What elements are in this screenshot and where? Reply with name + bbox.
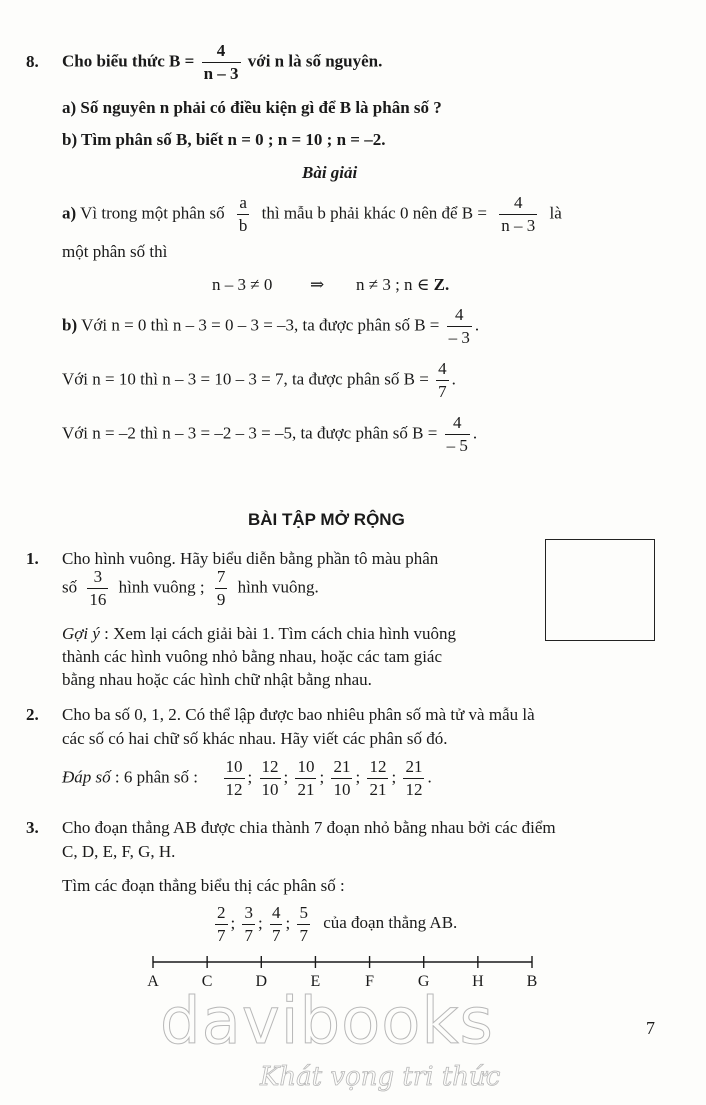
watermark-slogan: Khát vọng tri thức xyxy=(260,1062,501,1092)
section-title: BÀI TẬP MỞ RỘNG xyxy=(248,510,405,529)
solution-b-case2 xyxy=(62,360,456,401)
ex1-hint-line3: bằng nhau hoặc các hình chữ nhật bằng nhau. xyxy=(62,670,372,689)
period: . xyxy=(472,423,478,443)
ex2-answer xyxy=(62,758,432,799)
fraction-4-over-n-3 xyxy=(499,194,537,235)
case2-fraction xyxy=(436,360,449,401)
ex3-fraction xyxy=(215,904,228,945)
fraction-denominator: 7 xyxy=(438,381,447,401)
ex3-tail: của đoạn thẳng AB. xyxy=(323,913,458,933)
ex1-line1: Cho hình vuông. Hãy biểu diễn bằng phần tô màu phân xyxy=(62,549,439,568)
fraction-denominator: – 3 xyxy=(448,327,470,347)
fraction-denominator: n – 3 xyxy=(501,215,536,235)
fraction-denominator: 12 xyxy=(225,779,243,799)
fraction-denominator: n – 3 xyxy=(203,63,239,83)
ex2-fraction xyxy=(260,758,281,799)
implies-icon: ⇒ xyxy=(310,275,325,294)
separator: ; xyxy=(391,767,397,787)
fraction-numerator: 4 xyxy=(452,413,462,432)
fraction-numerator: 3 xyxy=(244,903,253,922)
ex1-number: 1. xyxy=(26,549,39,568)
ex1-text-c: hình vuông. xyxy=(237,577,319,597)
solution-a-text3: là xyxy=(549,203,562,223)
ex3-fraction xyxy=(270,904,283,945)
ex1-fraction-3-16 xyxy=(87,568,108,609)
fraction-numerator: 4 xyxy=(216,41,226,60)
fraction-denominator: 9 xyxy=(216,589,226,609)
fraction-numerator: 12 xyxy=(369,757,387,776)
case3-text: Với n = –2 thì n – 3 = –2 – 3 = –5, ta được phân số B = xyxy=(62,423,438,443)
separator: ; xyxy=(257,913,263,933)
ex3-line2: C, D, E, F, G, H. xyxy=(62,842,176,861)
page-number: 7 xyxy=(646,1018,655,1038)
condition-right-text: n ≠ 3 ; n ∈ xyxy=(356,275,430,294)
fraction-numerator: 21 xyxy=(405,757,423,776)
ex2-fraction xyxy=(367,758,388,799)
solution-b-label: b) xyxy=(62,315,78,335)
ex2-fraction xyxy=(295,758,316,799)
period: . xyxy=(474,315,480,335)
fraction-a-over-b xyxy=(237,194,250,235)
watermark-brand: davibooks xyxy=(160,985,494,1059)
separator: ; xyxy=(355,767,361,787)
point-label-b: B xyxy=(526,973,538,990)
fraction-numerator: 4 xyxy=(271,903,281,922)
fraction-denominator: – 5 xyxy=(446,435,468,455)
ex1-line2 xyxy=(62,568,319,609)
fraction-numerator: a xyxy=(239,193,247,212)
fraction-denominator: 10 xyxy=(261,779,279,799)
ex1-hint-line1 xyxy=(62,624,456,644)
point-label-f: F xyxy=(365,973,375,990)
fraction-denominator: 7 xyxy=(217,925,226,945)
period: . xyxy=(451,369,456,389)
fraction-numerator: 4 xyxy=(513,193,523,212)
ex3-line1: Cho đoạn thẳng AB được chia thành 7 đoạn nhỏ bằng nhau bởi các điểm xyxy=(62,818,556,837)
separator: ; xyxy=(285,913,291,933)
integer-set: Z. xyxy=(433,275,450,294)
ex1-hint-line2: thành các hình vuông nhỏ bằng nhau, hoặc các tam giác xyxy=(62,647,443,666)
answer-label: Đáp số xyxy=(62,767,111,787)
fraction-numerator: 21 xyxy=(333,757,351,776)
fraction-numerator: 12 xyxy=(261,757,279,776)
fraction-denominator: 7 xyxy=(271,925,281,945)
ex2-line2: các số có hai chữ số khác nhau. Hãy viết các phân số đó. xyxy=(62,729,448,748)
fraction-denominator: 21 xyxy=(369,779,387,799)
case3-fraction xyxy=(445,414,470,455)
problem-8-number: 8. xyxy=(26,52,39,71)
ex2-fraction xyxy=(224,758,245,799)
fraction-numerator: 10 xyxy=(225,757,243,776)
fraction-numerator: 2 xyxy=(217,903,226,922)
fraction-denominator: 16 xyxy=(89,589,107,609)
solution-a-text1: Vì trong một phân số xyxy=(80,203,225,223)
fraction-numerator: 4 xyxy=(438,359,447,378)
problem-8-intro: Cho biểu thức B = xyxy=(62,51,195,71)
solution-title: Bài giải xyxy=(302,163,358,182)
fraction-numerator: 4 xyxy=(455,305,464,324)
separator: ; xyxy=(319,767,325,787)
ex2-fraction xyxy=(331,758,352,799)
solution-b-case3 xyxy=(62,414,477,455)
point-label-e: E xyxy=(310,973,321,990)
solution-a-line2: một phân số thì xyxy=(62,242,168,261)
separator: ; xyxy=(283,767,289,787)
fraction-denominator: b xyxy=(238,215,248,235)
case1-text: Với n = 0 thì n – 3 = 0 – 3 = –3, ta được phân số B = xyxy=(81,315,440,335)
separator: ; xyxy=(230,913,236,933)
problem-8-part-b: b) Tìm phân số B, biết n = 0 ; n = 10 ; n = –2. xyxy=(62,130,386,149)
point-label-a: A xyxy=(147,973,159,990)
ex3-number: 3. xyxy=(26,818,39,837)
point-label-d: D xyxy=(255,973,268,990)
case1-fraction xyxy=(447,306,472,347)
solution-a-text2: thì mẫu b phải khác 0 nên để B = xyxy=(261,203,487,223)
fraction-denominator: 7 xyxy=(299,925,308,945)
period: . xyxy=(427,767,432,787)
fraction-denominator: 21 xyxy=(297,779,315,799)
ex2-fraction xyxy=(403,758,424,799)
ex3-line3: Tìm các đoạn thẳng biểu thị các phân số : xyxy=(62,876,345,895)
problem-8-part-a: a) Số nguyên n phải có điều kiện gì để B là phân số ? xyxy=(62,98,442,117)
ex3-fraction xyxy=(297,904,310,945)
solution-a-label: a) xyxy=(62,203,77,223)
fraction-denominator: 12 xyxy=(405,779,423,799)
fraction-numerator: 10 xyxy=(297,757,315,776)
ex1-fraction-7-9 xyxy=(215,568,228,609)
problem-8-intro-tail: với n là số nguyên. xyxy=(247,51,383,71)
point-label-g: G xyxy=(417,973,430,990)
ex1-text-b: hình vuông ; xyxy=(118,577,205,597)
solution-b-case1 xyxy=(62,306,479,347)
point-label-c: C xyxy=(201,973,213,990)
problem-8-statement xyxy=(62,42,382,83)
ex3-fraction xyxy=(242,904,255,945)
fraction-denominator: 7 xyxy=(244,925,253,945)
problem-8-fraction xyxy=(202,42,241,83)
condition-left: n – 3 ≠ 0 xyxy=(212,275,273,294)
fraction-numerator: 7 xyxy=(216,567,226,586)
separator: ; xyxy=(247,767,253,787)
ex2-line1: Cho ba số 0, 1, 2. Có thể lập được bao nhiêu phân số mà tử và mẫu là xyxy=(62,705,535,724)
fraction-numerator: 5 xyxy=(299,903,308,922)
answer-text: : 6 phân số : xyxy=(114,767,199,787)
ex1-text-a: số xyxy=(62,577,78,597)
ex2-number: 2. xyxy=(26,705,39,724)
fraction-denominator: 10 xyxy=(333,779,351,799)
square-figure xyxy=(545,539,655,641)
ex3-fractions xyxy=(212,904,457,945)
condition-right xyxy=(356,275,449,295)
hint-text: : Xem lại cách giải bài 1. Tìm cách chia hình vuông xyxy=(104,624,456,643)
fraction-numerator: 3 xyxy=(93,567,103,586)
point-label-h: H xyxy=(472,973,484,990)
case2-text: Với n = 10 thì n – 3 = 10 – 3 = 7, ta được phân số B = xyxy=(62,369,429,389)
hint-label: Gợi ý xyxy=(62,624,100,643)
solution-a-line1 xyxy=(62,194,562,235)
